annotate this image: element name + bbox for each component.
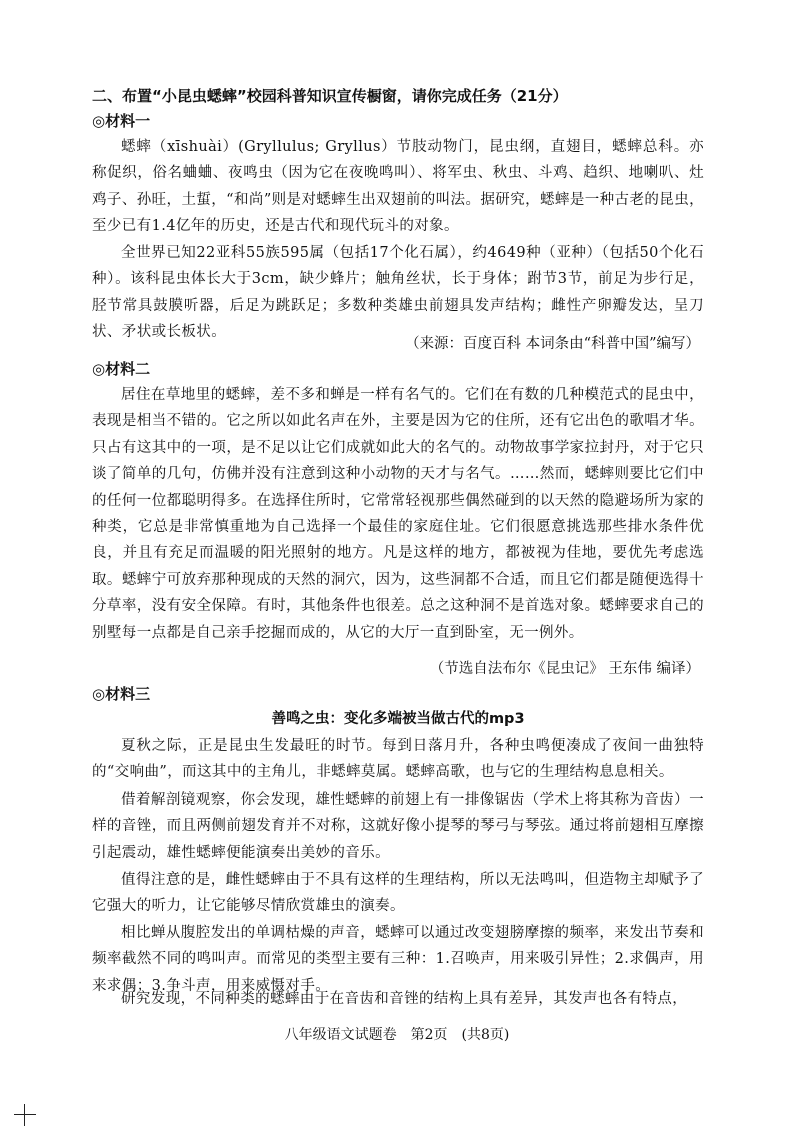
material3-heading: ◎材料三 xyxy=(92,685,151,703)
material2-paragraph: 居住在草地里的蟋蟀，差不多和蝉是一样有名气的。它们在有数的几种模范式的昆虫中，表现是相当不错的。它之所以如此名声在外，主要是因为它的住所，还有它出色的歌唱才华。只占有这其中的一项，是不足以让它们成就如此大的名气的。动物故事学家拉封丹，对于它只谈了简单的几句，仿佛并没有注意到这种小动物的天才与名气。……然而，蟋蟀则要比它们中的任何一位都聪明得多。在选择住所时，它常常轻视那些偶然碰到的以天然的隐避场所为家的种类，它总是非常慎重地为自己选择一个最佳的家庭住址。它们很愿意挑选那些排水条件优良，并且有充足而温暖的阳光照射的地方。凡是这样的地方，都被视为佳地，要优先考虑选取。蟋蟀宁可放弃那种现成的天然的洞穴，因为，这些洞都不合适，而且它们都是随便选得十分草率，没有安全保障。有时，其他条件也很差。总之这种洞不是首选对象。蟋蟀要求自己的别墅每一点都是自己亲手挖掘而成的，从它的大厅一直到卧室，无一例外。 xyxy=(92,387,704,641)
material3-paragraph: 值得注意的是，雌性蟋蟀由于不具有这样的生理结构，所以无法鸣叫，但造物主却赋予了它强大的听力，让它能够尽情欣赏雄虫的演奏。 xyxy=(92,872,704,915)
crop-mark xyxy=(14,1104,36,1126)
material3-paragraph: 夏秋之际，正是昆虫生发最旺的时节。每到日落月升，各种虫鸣便凑成了夜间一曲独特的“交响曲”，而这其中的主角儿，非蟋蟀莫属。蟋蟀高歌，也与它的生理结构息息相关。 xyxy=(92,738,704,781)
material3-paragraph: 研究发现，不同种类的蟋蟀由于在音齿和音锉的结构上具有差异，其发声也各有特点， xyxy=(121,991,688,1007)
material2-heading: ◎材料二 xyxy=(92,360,151,378)
material1-paragraph: 全世界已知22亚科55族595属（包括17个化石属），约4649种（亚种）（包括50个化石种）。该科昆虫体长大于3cm，缺少蜂片；触角丝状，长于身体；跗节3节，前足为步行足，胫节常具鼓膜听器，后足为跳跃足；多数种类雄虫前翅具发声结构；雌性产卵瓣发达，呈刀状、矛状或长板状。 xyxy=(92,245,704,341)
page-footer: 八年级语文试题卷 第2页 (共8页) xyxy=(284,1027,510,1043)
material3-paragraph: 借着解剖镜观察，你会发现，雄性蟋蟀的前翅上有一排像锯齿（学术上将其称为音齿）一样的音锉，而且两侧前翅发育并不对称，这就好像小提琴的琴弓与琴弦。通过将前翅相互摩擦引起震动，雄性蟋蟀便能演奏出美妙的音乐。 xyxy=(92,792,704,861)
material1-source: （来源：百度百科 本词条由“科普中国”编写） xyxy=(405,336,700,352)
material3-paragraph: 相比蝉从腹腔发出的单调枯燥的声音，蟋蟀可以通过改变翅膀摩擦的频率，来发出节奏和频率截然不同的鸣叫声。而常见的类型主要有三种：1.召唤声，用来吸引异性；2.求偶声，用来求偶；3.争斗声，用来威慑对手。 xyxy=(92,925,704,994)
article-title: 善鸣之虫：变化多端被当做古代的mp3 xyxy=(271,711,525,727)
section-title: 二、布置“小昆虫蟋蟀”校园科普知识宣传橱窗，请你完成任务（21分） xyxy=(92,87,568,105)
material1-paragraph: 蟋蟀（xīshuài）(Gryllulus; Gryllus）节肢动物门，昆虫纲，直翅目，蟋蟀总科。亦称促织，俗名蛐蛐、夜鸣虫（因为它在夜晚鸣叫）、将军虫、秋虫、斗鸡、趋织、地喇叭、灶鸡子、孙旺，土蜇，“和尚”则是对蟋蟀生出双翅前的叫法。据研究，蟋蟀是一种古老的昆虫，至少已有1.4亿年的历史，还是古代和现代玩斗的对象。 xyxy=(92,139,704,235)
material1-heading: ◎材料一 xyxy=(92,112,151,130)
material2-source: （节选自法布尔《昆虫记》 王东伟 编译） xyxy=(429,661,700,677)
